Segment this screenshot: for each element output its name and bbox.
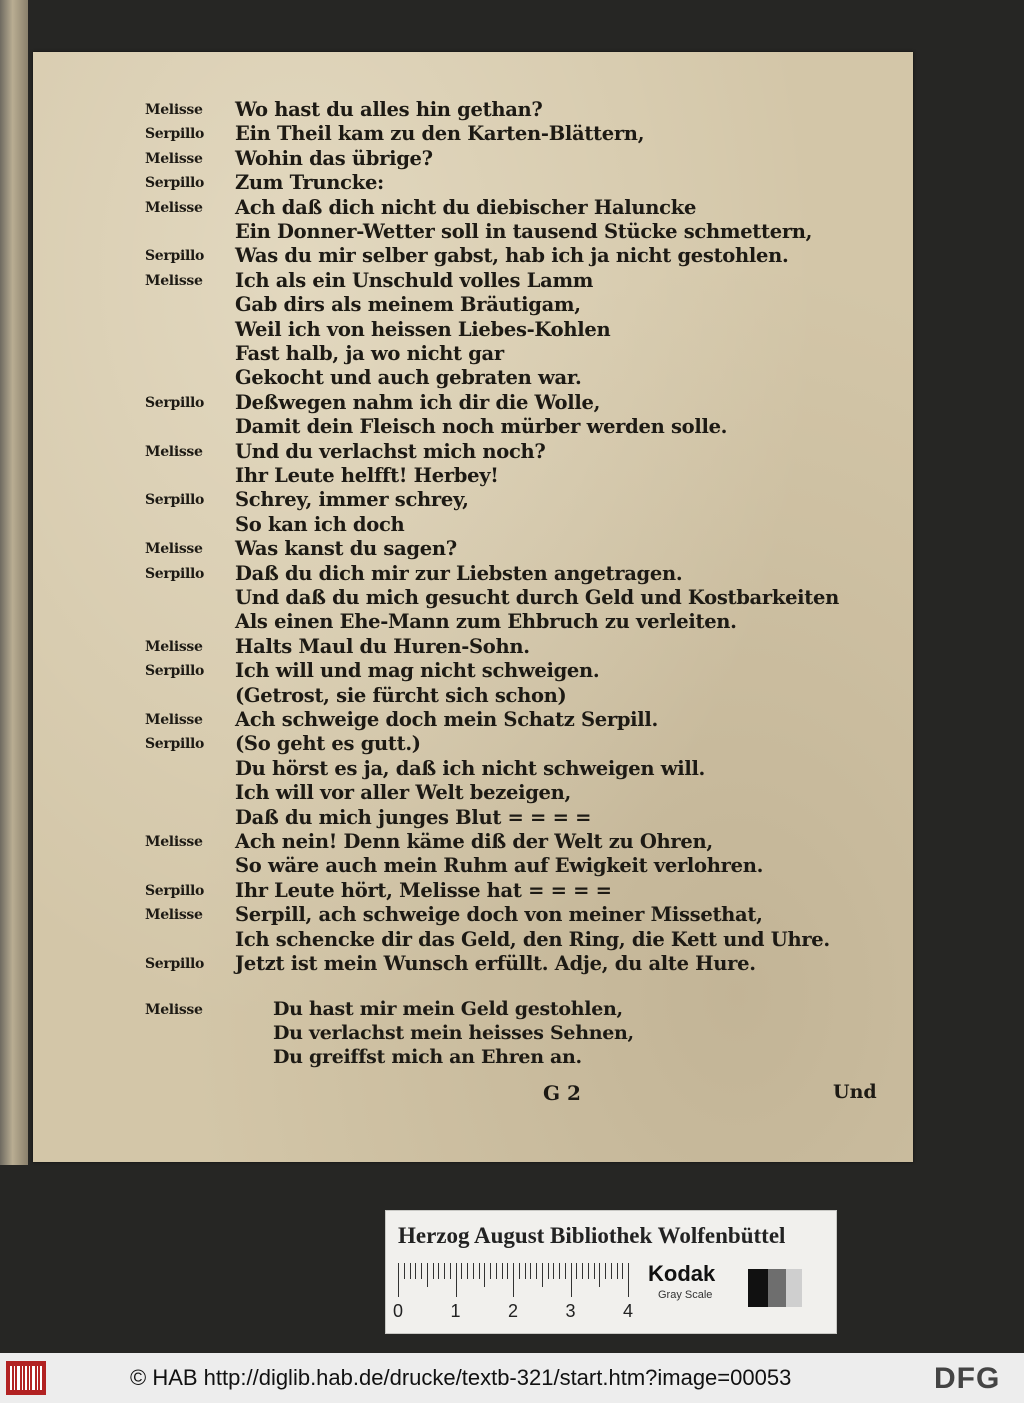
dialogue-line (33, 684, 913, 709)
dialogue-line (33, 537, 913, 562)
ruler-tick (473, 1263, 474, 1279)
dialogue-line (33, 732, 913, 757)
verse-text: Daß du dich mir zur Liebsten angetragen. (235, 561, 683, 585)
ruler-tick (467, 1263, 468, 1279)
gray-swatch-dark (768, 1269, 786, 1307)
dialogue-line (33, 171, 913, 196)
dialogue-line (33, 879, 913, 904)
ruler-tick (565, 1263, 566, 1279)
dialogue-line (33, 830, 913, 855)
verse-text: Ihr Leute helfft! Herbey! (235, 464, 499, 487)
dialogue-line (33, 98, 913, 123)
ruler-tick (450, 1263, 451, 1279)
speaker-name: Serpillo (145, 956, 205, 972)
ruler-tick (513, 1263, 514, 1297)
dialogue-line (33, 586, 913, 611)
ruler-tick (628, 1263, 629, 1297)
gray-swatch-black (748, 1269, 768, 1307)
speaker-name: Serpillo (145, 736, 205, 753)
verse-text: Jetzt ist mein Wunsch erfüllt. Adje, du alte Hure. (235, 952, 756, 975)
speaker-name: Serpillo (145, 248, 205, 265)
aria-line (33, 998, 913, 1023)
dialogue-line (33, 659, 913, 684)
verse-text: Als einen Ehe-Mann zum Ehbruch zu verleiten. (235, 610, 737, 634)
speaker-name: Melisse (145, 541, 203, 558)
speaker-name: Melisse (145, 443, 203, 460)
verse-text: Ach nein! Denn käme diß der Welt zu Ohren, (235, 830, 713, 853)
verse-text: Ach schweige doch mein Schatz Serpill. (235, 708, 658, 731)
ruler-tick (479, 1263, 480, 1279)
ruler-tick (502, 1263, 503, 1279)
verse-text: Wohin das übrige? (235, 146, 433, 170)
dialogue-line (33, 903, 913, 928)
dialogue-line (33, 440, 913, 465)
ruler-tick (576, 1263, 577, 1279)
speaker-name: Serpillo (145, 175, 205, 192)
dialogue-line (33, 244, 913, 269)
page-number: G 2 (543, 1081, 581, 1105)
speaker-name: Melisse (145, 199, 203, 216)
dialogue-line (33, 708, 913, 733)
dialogue-line (33, 781, 913, 806)
verse-text: Ich als ein Unschuld volles Lamm (235, 268, 594, 292)
verse-text: Du verlachst mein heisses Sehnen, (273, 1022, 634, 1045)
verse-text: Halts Maul du Huren-Sohn. (235, 634, 530, 658)
dialogue-line (33, 562, 913, 587)
speaker-name: Melisse (145, 272, 203, 289)
color-calibration-card (385, 1210, 837, 1334)
verse-text: Gekocht und auch gebraten war. (235, 366, 582, 390)
ruler-tick (519, 1263, 520, 1279)
ruler-tick (582, 1263, 583, 1279)
dialogue-line (33, 318, 913, 343)
verse-text: Ihr Leute hört, Melisse hat = = = = (235, 878, 612, 902)
dfg-logo: DFG (934, 1362, 1001, 1395)
dialogue-line (33, 269, 913, 294)
speaker-name: Melisse (145, 834, 203, 850)
ruler-tick (530, 1263, 531, 1279)
ruler-tick (490, 1263, 491, 1279)
kodak-brand: Kodak (648, 1261, 716, 1286)
dialogue-line (33, 196, 913, 221)
ruler-tick (484, 1263, 485, 1287)
ruler-tick (404, 1263, 405, 1279)
ruler-tick (398, 1263, 399, 1297)
verse-text: Zum Truncke: (235, 171, 384, 195)
dialogue-line (33, 220, 913, 245)
verse-text: Ach daß dich nicht du diebischer Haluncke (235, 195, 697, 219)
source-link[interactable]: © HAB http://diglib.hab.de/drucke/textb-321/start.htm?image=00053 (130, 1365, 792, 1390)
speaker-name: Serpillo (145, 663, 205, 680)
dialogue-line (33, 757, 913, 782)
ruler-tick (536, 1263, 537, 1279)
verse-text: Deßwegen nahm ich dir die Wolle, (235, 390, 601, 414)
ruler-tick (571, 1263, 572, 1297)
gray-scale-label: Gray Scale (658, 1289, 713, 1301)
verse-text: So kan ich doch (235, 512, 405, 536)
library-name: Herzog August Bibliothek Wolfenbüttel (398, 1223, 786, 1248)
ruler-tick (542, 1263, 543, 1287)
speaker-name: Serpillo (145, 394, 205, 411)
ruler-tick (594, 1263, 595, 1279)
verse-text: (So geht es gutt.) (235, 732, 421, 756)
ruler-label: 2 (508, 1301, 519, 1321)
dialogue-line (33, 928, 913, 953)
catchword: Und (833, 1081, 877, 1103)
speaker-name: Melisse (145, 712, 203, 728)
aria-line (33, 1022, 913, 1047)
ruler-tick (444, 1263, 445, 1279)
verse-text: Damit dein Fleisch noch mürber werden solle. (235, 415, 728, 439)
ruler-tick (415, 1263, 416, 1279)
ruler-label: 3 (565, 1301, 576, 1321)
verse-text: Was du mir selber gabst, hab ich ja nicht gestohlen. (235, 244, 789, 268)
ruler-label: 4 (623, 1301, 634, 1321)
verse-text: Ich will und mag nicht schweigen. (235, 659, 600, 683)
ruler-tick (456, 1263, 457, 1297)
speaker-name: Melisse (145, 1002, 203, 1019)
dialogue-line (33, 610, 913, 635)
dialogue-line (33, 952, 913, 977)
speaker-name: Serpillo (145, 565, 205, 582)
verse-text: Weil ich von heissen Liebes-Kohlen (235, 317, 611, 341)
verse-text: Ein Theil kam zu den Karten-Blättern, (235, 122, 645, 146)
dialogue-line (33, 366, 913, 391)
ruler-tick (427, 1263, 428, 1287)
verse-text: Serpill, ach schweige doch von meiner Missethat, (235, 903, 763, 927)
ruler-tick (622, 1263, 623, 1279)
verse-text: Schrey, immer schrey, (235, 488, 469, 512)
dialogue-line (33, 122, 913, 147)
dialogue-line (33, 806, 913, 831)
previous-page-edge (0, 0, 28, 1165)
verse-text: Und du verlachst mich noch? (235, 439, 546, 463)
dialogue-line (33, 464, 913, 489)
scale-ruler (393, 1263, 634, 1321)
dialogue-lines (33, 52, 913, 1162)
dialogue-line (33, 147, 913, 172)
verse-text: (Getrost, sie fürcht sich schon) (235, 683, 567, 707)
verse-text: Du hast mir mein Geld gestohlen, (273, 998, 623, 1021)
speaker-name: Melisse (145, 907, 203, 924)
ruler-tick (438, 1263, 439, 1279)
verse-text: Du greiffst mich an Ehren an. (273, 1046, 582, 1069)
ruler-tick (559, 1263, 560, 1279)
ruler-tick (605, 1263, 606, 1279)
verse-text: Gab dirs als meinem Bräutigam, (235, 293, 581, 317)
verse-text: Du hörst es ja, daß ich nicht schweigen will. (235, 756, 706, 780)
speaker-name: Serpillo (145, 492, 205, 509)
ruler-label: 0 (393, 1301, 404, 1321)
dialogue-line (33, 488, 913, 513)
ruler-tick (617, 1263, 618, 1279)
aria-line (33, 1046, 913, 1071)
ruler-tick (588, 1263, 589, 1279)
ruler-tick (548, 1263, 549, 1279)
ruler-tick (525, 1263, 526, 1279)
verse-text: Und daß du mich gesucht durch Geld und Kostbarkeiten (235, 586, 839, 609)
dialogue-line (33, 342, 913, 367)
ruler-tick (599, 1263, 600, 1287)
ruler-tick (507, 1263, 508, 1279)
verse-text: Ein Donner-Wetter soll in tausend Stücke schmettern, (235, 220, 813, 243)
dialogue-line (33, 513, 913, 538)
speaker-name: Melisse (145, 102, 203, 118)
ruler-label: 1 (450, 1301, 461, 1321)
speaker-name: Serpillo (145, 882, 205, 899)
ruler-tick (611, 1263, 612, 1279)
dialogue-line (33, 391, 913, 416)
speaker-name: Serpillo (145, 126, 205, 143)
ruler-tick (421, 1263, 422, 1279)
dialogue-line (33, 415, 913, 440)
barcode-icon (6, 1361, 46, 1395)
verse-text: Ich schencke dir das Geld, den Ring, die Kett und Uhre. (235, 927, 830, 951)
gray-swatch-light (786, 1269, 802, 1307)
verse-text: Ich will vor aller Welt bezeigen, (235, 781, 572, 805)
ruler-tick (496, 1263, 497, 1279)
ruler-tick (410, 1263, 411, 1279)
footer-bar (0, 1353, 1024, 1403)
verse-text: Daß du mich junges Blut = = = = (235, 805, 592, 829)
speaker-name: Melisse (145, 150, 203, 167)
ruler-tick (461, 1263, 462, 1279)
verse-text: Was kanst du sagen? (235, 537, 457, 561)
verse-text: Wo hast du alles hin gethan? (235, 98, 543, 121)
verse-text: So wäre auch mein Ruhm auf Ewigkeit verlohren. (235, 854, 764, 878)
dialogue-line (33, 635, 913, 660)
dialogue-line (33, 293, 913, 318)
book-page (33, 52, 913, 1162)
dialogue-line (33, 854, 913, 879)
ruler-tick (553, 1263, 554, 1279)
verse-text: Fast halb, ja wo nicht gar (235, 342, 504, 365)
ruler-tick (433, 1263, 434, 1279)
speaker-name: Melisse (145, 638, 203, 655)
